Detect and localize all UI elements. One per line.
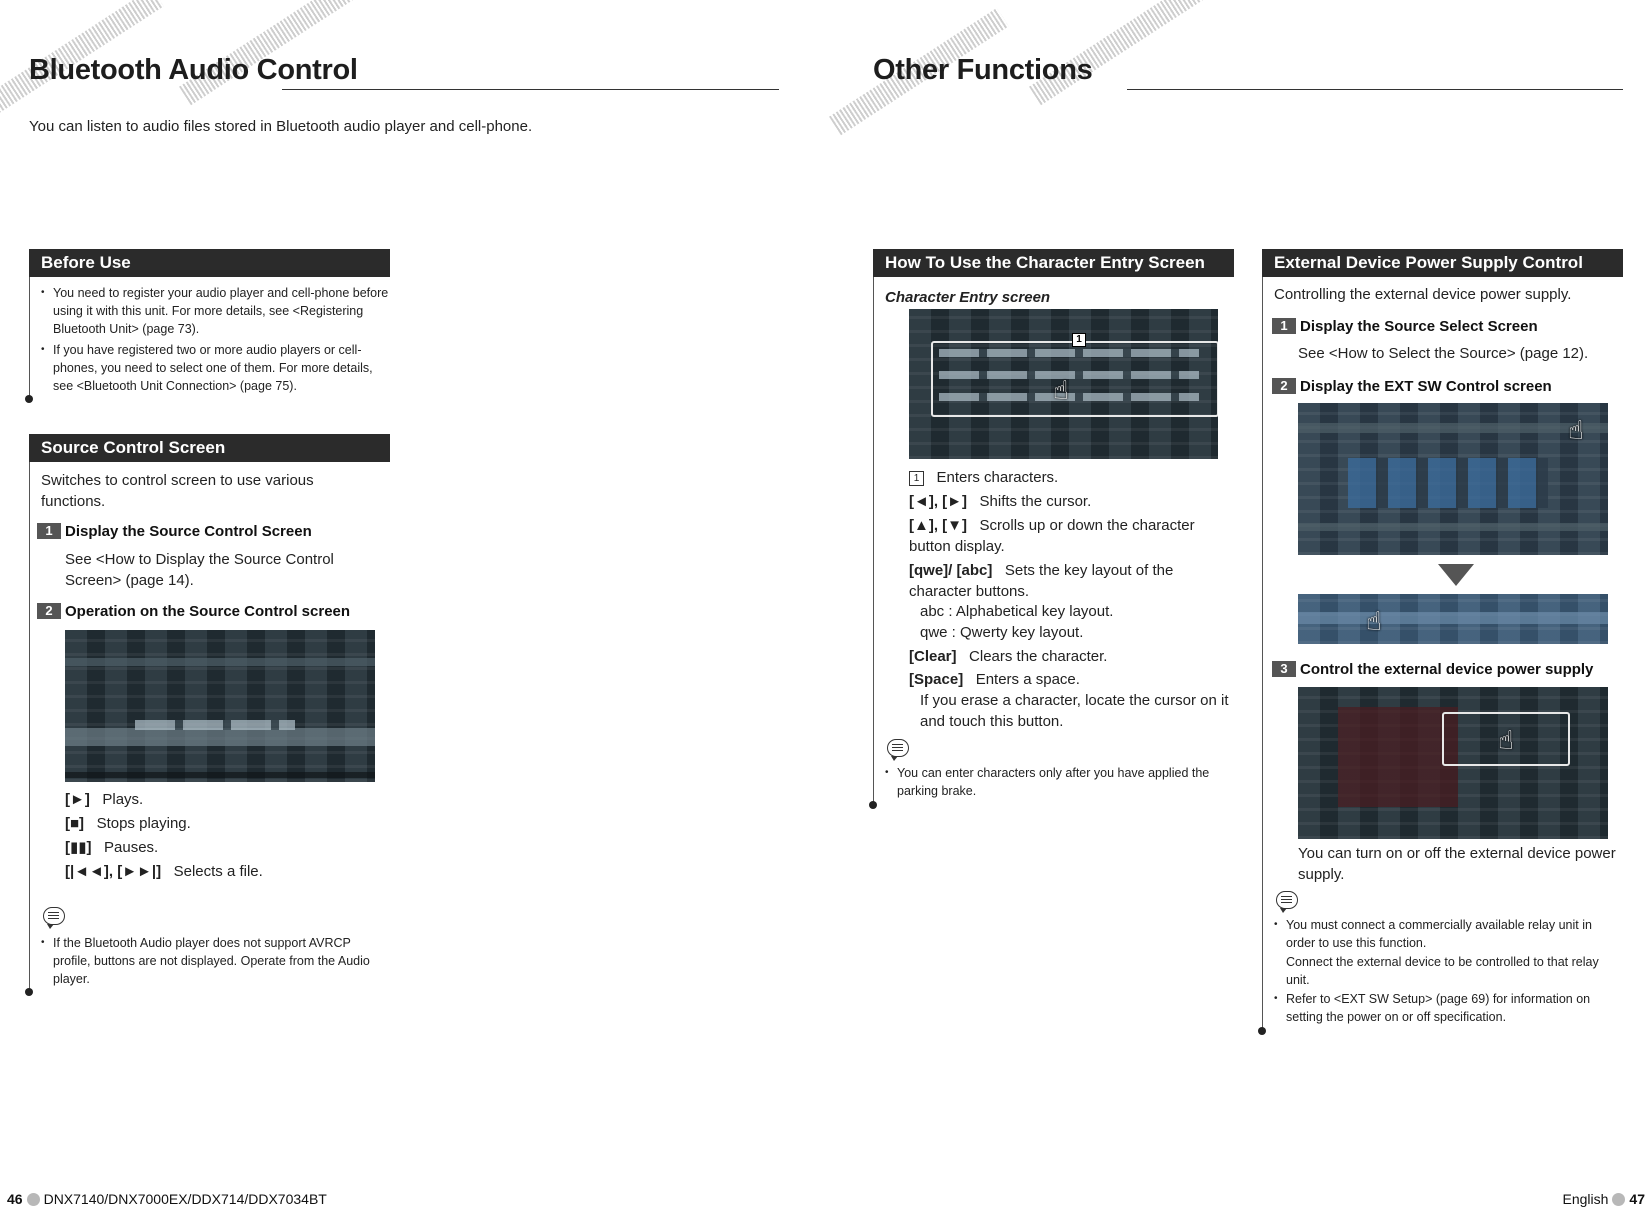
note-icon	[43, 907, 65, 925]
note-item: • If the Bluetooth Audio player does not support AVRCP profile, buttons are not displayed. Operate from the Audio player.	[53, 934, 383, 988]
section-heading-before-use: Before Use	[29, 249, 390, 277]
section-rule	[29, 462, 30, 992]
section-rule	[873, 277, 874, 805]
step-number: 1	[37, 523, 61, 539]
note-continuation: Connect the external device to be controlled to that relay unit.	[1286, 955, 1599, 987]
section-end-dot	[25, 395, 33, 403]
section-rule	[1262, 277, 1263, 1030]
section-end-dot	[25, 988, 33, 996]
control-item	[909, 646, 1107, 667]
subheading: Character Entry screen	[885, 289, 1051, 306]
note-item: • Refer to <EXT SW Setup> (page 69) for information on setting the power on or off specification.	[1286, 990, 1616, 1026]
step-1	[37, 523, 312, 540]
section-rule	[29, 277, 30, 399]
control-desc: Selects a file.	[173, 863, 263, 880]
step-title: Control the external device power supply	[1300, 661, 1594, 678]
step-number: 3	[1272, 661, 1296, 677]
control-desc: Enters characters.	[936, 469, 1059, 486]
control-item	[65, 861, 263, 882]
step-title: Display the Source Control Screen	[65, 523, 312, 540]
control-item	[909, 669, 1080, 690]
control-extra: If you erase a character, locate the cursor on it and touch this button.	[920, 692, 1229, 730]
control-item	[65, 789, 143, 810]
section-heading-character-entry: How To Use the Character Entry Screen	[873, 249, 1234, 277]
section-heading-source-control: Source Control Screen	[29, 434, 390, 462]
step-title: Display the Source Select Screen	[1300, 318, 1538, 335]
control-key: [qwe]/ [abc]	[909, 562, 993, 579]
control-item	[909, 467, 1058, 488]
step-title: Operation on the Source Control screen	[65, 603, 351, 620]
control-key: [Space]	[909, 671, 964, 688]
control-key: [■]	[65, 815, 85, 832]
callout-frame	[931, 341, 1218, 417]
control-key: [|◄◄], [►►|]	[65, 863, 162, 880]
control-key: [Clear]	[909, 648, 957, 665]
step-number: 2	[37, 603, 61, 619]
page-number-right: 47	[1629, 1191, 1645, 1207]
step-2	[37, 603, 350, 620]
control-key: 1	[909, 471, 924, 486]
footer-left	[7, 1191, 327, 1207]
section-end-dot	[869, 801, 877, 809]
source-select-screenshot	[1298, 403, 1608, 555]
step-description: You can turn on or off the external device power supply.	[1298, 845, 1616, 883]
page-number-left: 46	[7, 1191, 23, 1207]
step-number: 1	[1272, 318, 1296, 334]
ext-sw-control-screenshot	[1298, 687, 1608, 839]
step-title: Display the EXT SW Control screen	[1300, 378, 1552, 395]
control-desc: Enters a space.	[975, 671, 1080, 688]
title-rule	[282, 89, 779, 90]
control-item	[909, 560, 1209, 602]
pointer-hand-icon: ☝	[1498, 725, 1514, 755]
control-item	[909, 491, 1091, 512]
page-title-right: Other Functions	[873, 54, 1093, 86]
step-3	[1272, 661, 1593, 678]
control-key: [◄], [►]	[909, 493, 968, 510]
footer-right	[1563, 1191, 1645, 1207]
pointer-hand-icon: ☝	[1366, 606, 1382, 636]
control-desc: Stops playing.	[96, 815, 191, 832]
control-item	[909, 515, 1209, 557]
control-key: [▮▮]	[65, 839, 92, 856]
control-desc: Sets the key layout of the character buttons.	[909, 562, 1174, 600]
footer-dot	[1612, 1193, 1625, 1206]
pointer-hand-icon: ☝	[1568, 415, 1584, 445]
title-rule	[1127, 89, 1623, 90]
step-number: 2	[1272, 378, 1296, 394]
step-1	[1272, 318, 1538, 335]
note-icon	[1276, 891, 1298, 909]
control-key: [▲], [▼]	[909, 517, 968, 534]
list-item: • You need to register your audio player and cell-phone before using it with this unit. For more details, see <Registering Bluetooth Unit> (page 73).	[53, 284, 393, 338]
control-item	[65, 813, 191, 834]
language-label: English	[1562, 1191, 1609, 1207]
note-item: • You can enter characters only after you have applied the parking brake.	[897, 764, 1233, 800]
control-key: [►]	[65, 791, 90, 808]
step-description: See <How to Select the Source> (page 12).	[1298, 345, 1589, 362]
control-desc: Pauses.	[104, 839, 159, 856]
callout-number: 1	[1072, 333, 1086, 347]
step-2	[1272, 378, 1552, 395]
note-icon	[887, 739, 909, 757]
section-intro: Controlling the external device power supply.	[1274, 286, 1572, 303]
control-desc: Shifts the cursor.	[979, 493, 1092, 510]
control-item	[65, 837, 158, 858]
section-heading-external-power: External Device Power Supply Control	[1262, 249, 1623, 277]
footer-dot	[27, 1193, 40, 1206]
source-control-screenshot	[65, 630, 375, 782]
ext-sw-button-screenshot	[1298, 594, 1608, 644]
arrow-down-icon	[1438, 564, 1474, 586]
note-item: • You must connect a commercially available relay unit in order to use this function.	[1286, 916, 1616, 952]
control-desc: Scrolls up or down the character button display.	[909, 517, 1195, 555]
page-intro-left: You can listen to audio files stored in Bluetooth audio player and cell-phone.	[29, 118, 533, 135]
control-desc: Plays.	[102, 791, 144, 808]
character-entry-screenshot	[909, 309, 1218, 459]
step-description: See <How to Display the Source Control Screen> (page 14).	[65, 551, 334, 589]
model-list: DNX7140/DNX7000EX/DDX714/DDX7034BT	[43, 1191, 327, 1207]
section-end-dot	[1258, 1027, 1266, 1035]
control-desc: Clears the character.	[969, 648, 1108, 665]
pointer-hand-icon: ☝	[1053, 375, 1069, 405]
list-item: • If you have registered two or more audio players or cell-phones, you need to select one of them. For more details, see <Bluetooth Unit Connection> (page 75).	[53, 341, 393, 395]
section-intro: Switches to control screen to use various functions.	[41, 472, 314, 510]
page-title-left: Bluetooth Audio Control	[29, 54, 358, 86]
layout-qwe: qwe : Qwerty key layout.	[920, 624, 1084, 641]
layout-abc: abc : Alphabetical key layout.	[920, 603, 1114, 620]
